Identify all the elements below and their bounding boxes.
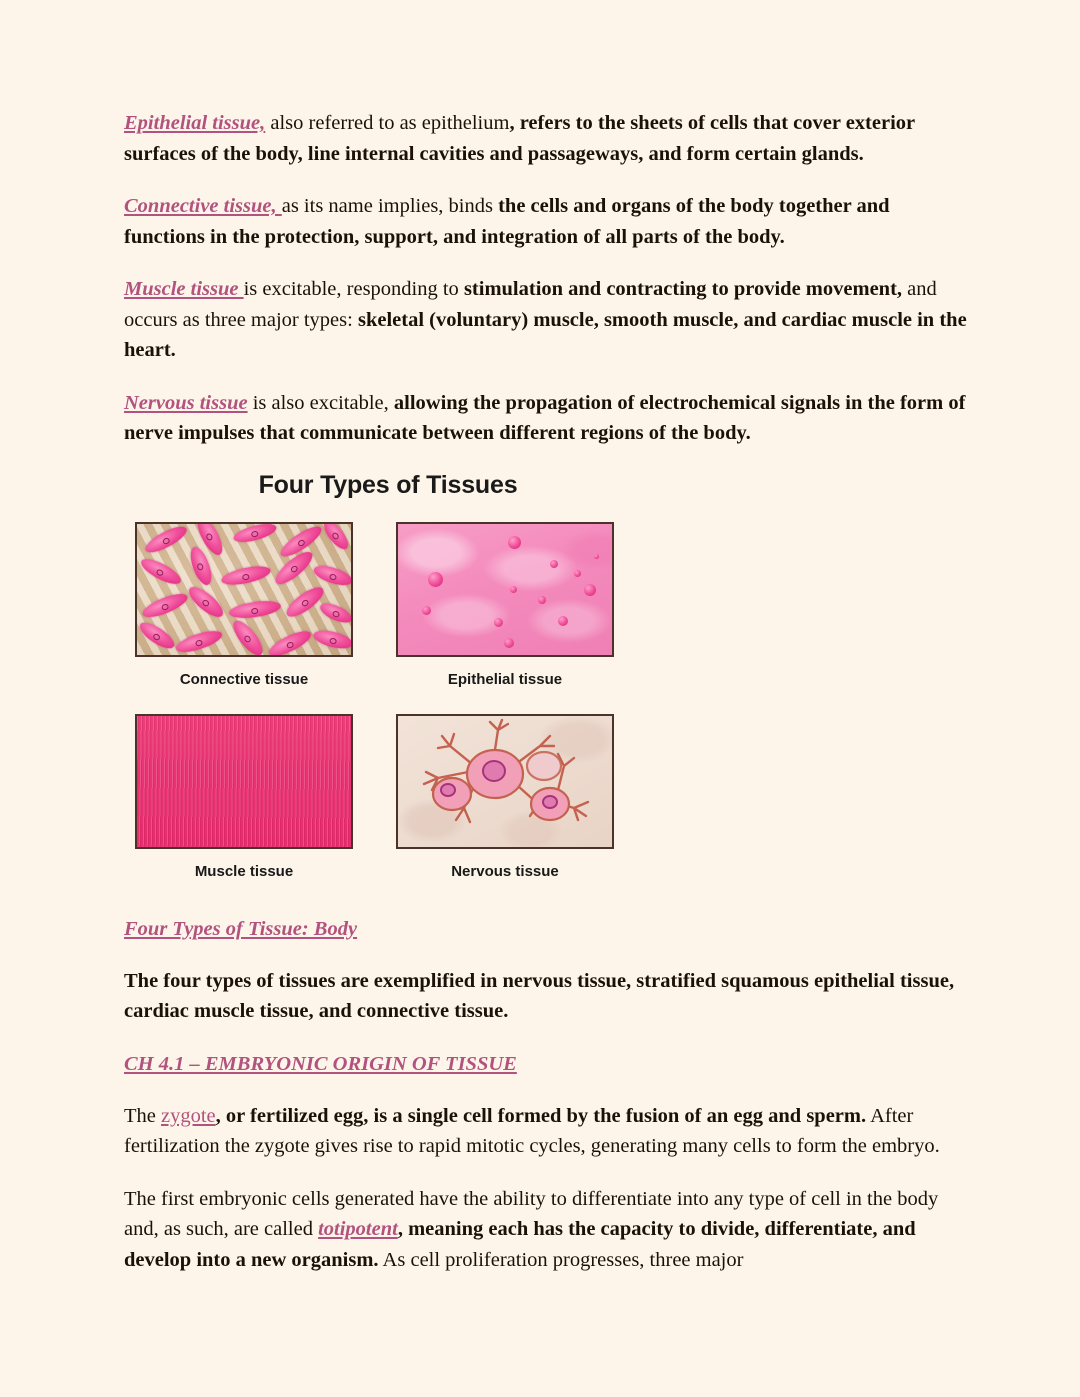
neuron-illustration bbox=[398, 716, 612, 847]
link-epithelial-tissue[interactable]: Epithelial tissue, bbox=[124, 112, 266, 134]
epithelial-bold-1: , refers to the sheets of cells that cover exterior surfaces of the body, line internal cavities and passageways, and form certain glands. bbox=[124, 112, 915, 165]
paragraph-connective bbox=[124, 191, 970, 252]
panel-muscle-tissue-image bbox=[135, 714, 353, 849]
figure-cell-muscle bbox=[135, 714, 353, 896]
figure-cell-connective bbox=[135, 522, 353, 704]
link-totipotent[interactable]: totipotent bbox=[318, 1218, 398, 1240]
figure-cell-nervous bbox=[396, 714, 614, 896]
panel-nervous-tissue-image bbox=[396, 714, 614, 849]
zygote-normal-1: The bbox=[124, 1104, 161, 1127]
panel-label-muscle: Muscle tissue bbox=[194, 862, 294, 880]
panel-label-connective: Connective tissue bbox=[179, 670, 309, 688]
figure-panel-grid bbox=[135, 522, 644, 896]
panel-label-epithelial: Epithelial tissue bbox=[447, 670, 563, 688]
link-connective-tissue[interactable]: Connective tissue, bbox=[124, 195, 282, 217]
four-types-body-bold-1: The four types of tissues are exemplified in nervous tissue, stratified squamous epithelial tissue, cardiac muscle tissue, and connective tissue. bbox=[124, 969, 955, 1022]
zygote-normal-2: After fertilization the zygote gives rise to rapid mitotic cycles, generating many cells to form the embryo. bbox=[124, 1104, 940, 1157]
nervous-bold-1: allowing the propagation of electrochemical signals in the form of nerve impulses that communicate between different regions of the body. bbox=[124, 391, 966, 444]
paragraph-zygote bbox=[124, 1101, 970, 1162]
paragraph-nervous bbox=[124, 388, 970, 449]
heading-four-types-of-tissue-body[interactable]: Four Types of Tissue: Body bbox=[124, 917, 358, 940]
totipotent-normal-2: As cell proliferation progresses, three major bbox=[378, 1248, 744, 1271]
figure-title: Four Types of Tissues bbox=[258, 470, 518, 499]
heading-ch-4-1[interactable]: CH 4.1 – EMBRYONIC ORIGIN OF TISSUE bbox=[124, 1052, 517, 1075]
muscle-bold-1: stimulation and contracting to provide movement, bbox=[463, 278, 903, 300]
link-nervous-tissue[interactable]: Nervous tissue bbox=[124, 391, 248, 414]
zygote-bold-1: , or fertilized egg, is a single cell formed by the fusion of an egg and sperm. bbox=[215, 1104, 867, 1127]
muscle-normal-2: and occurs as three major types: bbox=[124, 278, 937, 331]
paragraph-epithelial bbox=[124, 108, 970, 169]
paragraph-totipotent bbox=[124, 1184, 970, 1276]
figure-four-types-of-tissues bbox=[124, 471, 644, 896]
link-zygote[interactable]: zygote bbox=[161, 1104, 216, 1127]
link-muscle-tissue[interactable]: Muscle tissue bbox=[124, 278, 244, 300]
muscle-normal-1: is excitable, responding to bbox=[243, 278, 464, 300]
panel-label-nervous: Nervous tissue bbox=[451, 862, 559, 880]
totipotent-bold-1: , meaning each has the capacity to divide, differentiate, and develop into a new organism. bbox=[124, 1218, 916, 1271]
epithelial-normal-1: also referred to as epithelium bbox=[265, 112, 510, 134]
connective-normal-1: as its name implies, binds bbox=[281, 195, 499, 217]
connective-bold-1: the cells and organs of the body together and functions in the protection, support, and integration of all parts of the body. bbox=[124, 195, 890, 248]
totipotent-normal-1: The first embryonic cells generated have the ability to differentiate into any type of cell in the body and, as such, are called bbox=[124, 1187, 939, 1240]
panel-connective-tissue-image bbox=[135, 522, 353, 657]
paragraph-four-types-body bbox=[124, 966, 970, 1027]
nervous-normal-1: is also excitable, bbox=[247, 391, 394, 414]
panel-epithelial-tissue-image bbox=[396, 522, 614, 657]
paragraph-muscle bbox=[124, 274, 970, 366]
figure-cell-epithelial bbox=[396, 522, 614, 704]
muscle-bold-2: skeletal (voluntary) muscle, smooth muscle, and cardiac muscle in the heart. bbox=[124, 308, 967, 361]
